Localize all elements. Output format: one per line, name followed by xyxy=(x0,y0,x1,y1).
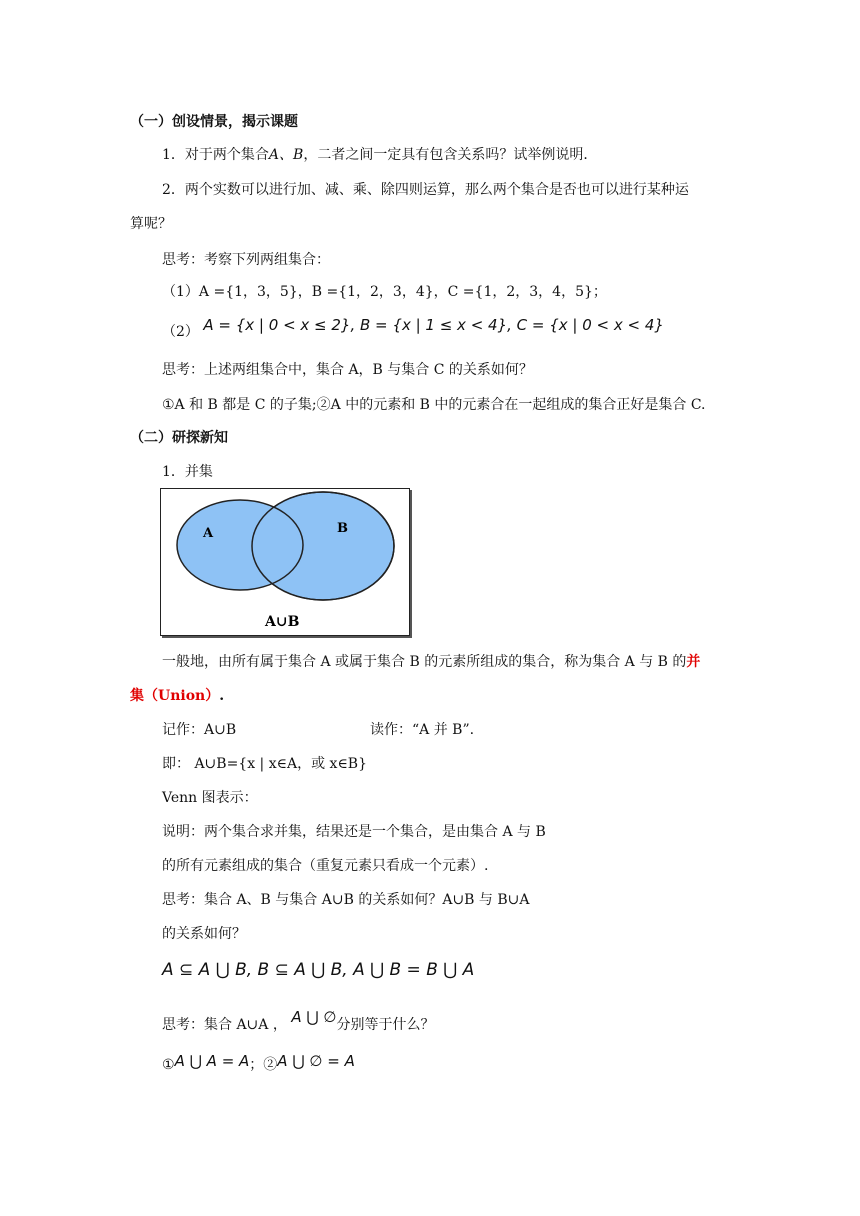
think-prompt-4: 思考：集合 A∪A ， A ⋃ ∅分别等于什么？ xyxy=(162,1008,435,1033)
definition-line2: 集（Union）. xyxy=(130,688,225,704)
venn-representation-label: Venn 图表示： xyxy=(162,790,258,806)
set-b-label: B xyxy=(337,521,348,536)
think-prompt-1: 思考：考察下列两组集合： xyxy=(162,252,330,268)
highlight-union-english: 集（Union） xyxy=(130,688,220,704)
result-line: ①A ⋃ A = A；②A ⋃ ∅ = A xyxy=(162,1052,355,1073)
venn-diagram xyxy=(160,488,410,636)
question-1: 1．对于两个集合A、B，二者之间一定具有包含关系吗？试举例说明． xyxy=(162,147,598,163)
group-2-label: （2） xyxy=(162,324,199,340)
think-4-formula: A ⋃ ∅ xyxy=(291,1008,337,1026)
set-a-ellipse xyxy=(177,500,303,590)
set-group-2 xyxy=(162,316,664,342)
set-a-label: A xyxy=(203,526,214,541)
highlight-union-term: 并 xyxy=(686,654,701,670)
namely-line: 即： A∪B={x | x∈A，或 x∈B} xyxy=(162,756,368,772)
think-prompt-2: 思考：上述两组集合中，集合 A，B 与集合 C 的关系如何？ xyxy=(162,362,533,378)
group-2-formula: A = {x | 0 < x ≤ 2}, B = {x | 1 ≤ x < 4}, C = {x | 0 < x < 4} xyxy=(203,316,664,334)
result-formula-1: A ⋃ A = A xyxy=(174,1052,250,1070)
section2-heading: （二）研探新知 xyxy=(130,430,228,446)
think-prompt-3-line1: 思考：集合 A、B 与集合 A∪B 的关系如何？A∪B 与 B∪A xyxy=(162,892,530,908)
union-subheading: 1．并集 xyxy=(162,464,213,480)
answer-line: ①A 和 B 都是 C 的子集;②A 中的元素和 B 中的元素合在一起组成的集合正好是集合 C. xyxy=(162,397,706,413)
venn-svg xyxy=(161,489,409,635)
reading-line: 读作：“A 并 B”. xyxy=(370,722,475,738)
set-group-1: （1）A ={1，3，5}，B ={1，2，3，4}，C ={1，2，3，4，5}； xyxy=(162,284,607,300)
result-formula-2: A ⋃ ∅ = A xyxy=(277,1052,355,1070)
explain-line1: 说明：两个集合求并集，结果还是一个集合，是由集合 A 与 B xyxy=(162,824,546,840)
section1-heading: （一）创设情景，揭示课题 xyxy=(130,114,298,130)
explain-line2: 的所有元素组成的集合（重复元素只看成一个元素）. xyxy=(162,858,489,874)
question-2-line2: 算呢？ xyxy=(130,216,172,232)
relation-formula: A ⊆ A ⋃ B, B ⊆ A ⋃ B, A ⋃ B = B ⋃ A xyxy=(162,960,475,980)
notation-line: 记作：A∪B xyxy=(162,722,237,738)
definition-line1: 一般地，由所有属于集合 A 或属于集合 B 的元素所组成的集合，称为集合 A 与 B 的并 xyxy=(162,654,701,670)
venn-caption: A∪B xyxy=(265,614,300,630)
think-prompt-3-line2: 的关系如何？ xyxy=(162,926,246,942)
question-2-line1: 2．两个实数可以进行加、减、乘、除四则运算，那么两个集合是否也可以进行某种运 xyxy=(162,182,689,198)
